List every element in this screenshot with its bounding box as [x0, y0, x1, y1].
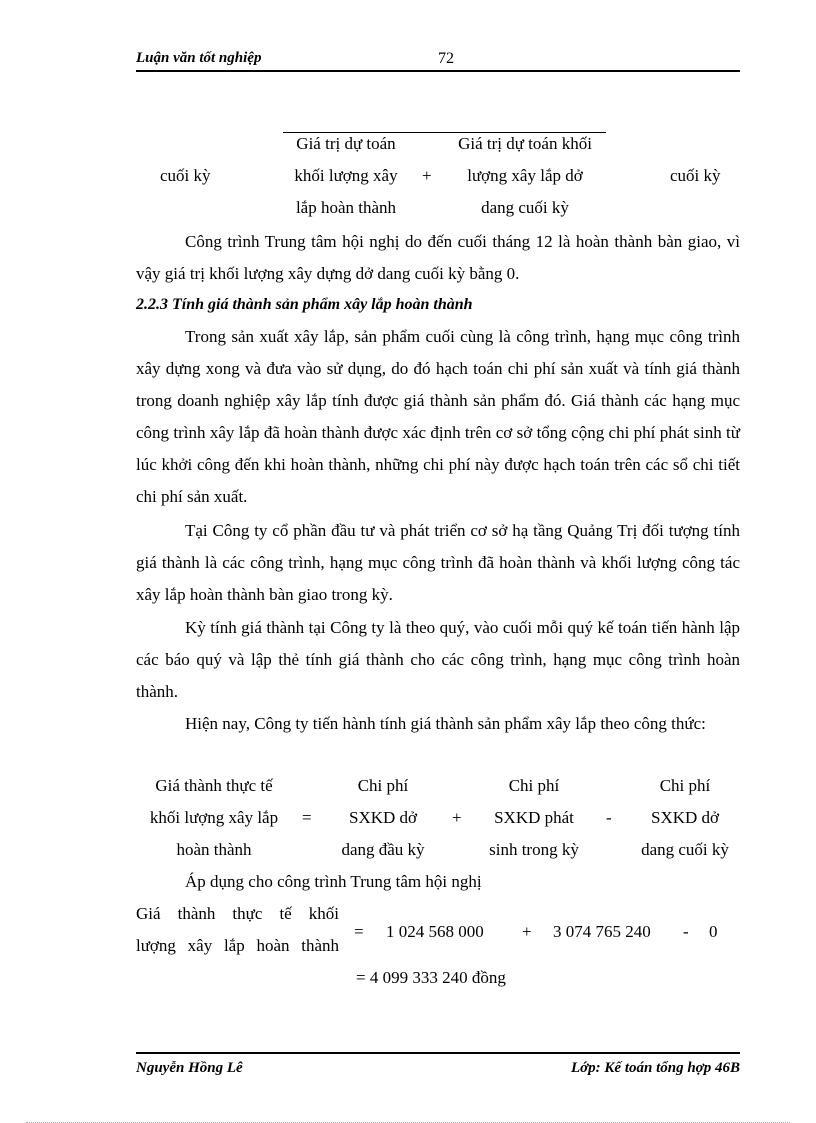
calc-label-line1: Giá thành thực tế khối [136, 904, 339, 923]
calc-value-3: 0 [709, 922, 718, 941]
formula-col3-line3: sinh trong kỳ [489, 840, 579, 859]
top-term1-line1: Giá trị dự toán [296, 134, 396, 153]
calc-value-1: 1 024 568 000 [386, 922, 484, 941]
formula-col2-line3: dang đầu kỳ [341, 840, 425, 859]
footer-author: Nguyễn Hồng Lê [136, 1060, 243, 1076]
paragraph-intro: Công trình Trung tâm hội nghị do đến cuối tháng 12 là hoàn thành bàn giao, vì vậy giá trị khối lượng xây dựng dở dang cuối kỳ bằng 0. [136, 232, 740, 283]
formula-col1-line2: khối lượng xây lắp [149, 808, 279, 827]
calc-equals: = [354, 922, 364, 941]
formula-minus: - [606, 808, 612, 827]
top-term2-line2: lượng xây lắp dở [467, 166, 583, 185]
top-plus-sign: + [422, 166, 432, 185]
page-header [136, 48, 740, 72]
fraction-rule [283, 132, 606, 133]
calc-minus: - [683, 922, 689, 941]
apply-text: Áp dụng cho công trình Trung tâm hội nghị [185, 872, 482, 891]
formula-col2-line2: SXKD dở [348, 808, 418, 827]
top-term1-line2: khối lượng xây [294, 166, 398, 185]
formula-col4-line1: Chi phí [659, 776, 711, 795]
formula-col1-line3: hoàn thành [176, 840, 252, 859]
calc-label-line2: lượng xây lắp hoàn thành [136, 936, 339, 955]
top-formula-left: cuối kỳ [160, 166, 211, 185]
top-formula-right: cuối kỳ [670, 166, 721, 185]
formula-col1-line1: Giá thành thực tế [155, 776, 273, 795]
formula-plus: + [452, 808, 462, 827]
paragraph-4: Hiện nay, Công ty tiến hành tính giá thành sản phẩm xây lắp theo công thức: [185, 714, 706, 733]
calc-plus: + [522, 922, 532, 941]
formula-col4-line2: SXKD dở [650, 808, 720, 827]
paragraph-1: Trong sản xuất xây lắp, sản phẩm cuối cùng là công trình, hạng mục công trình xây dựng xong và đưa vào sử dụng, do đó hạch toán chi phí sản xuất và tính giá thành trong doanh nghiệp xây lắp tính được giá thành sản phẩm đó. Giá thành các hạng mục công trình xây lắp đã hoàn thành được xác định trên cơ sở tổng cộng chi phí phát sinh từ lúc khởi công đến khi hoàn thành, những chi phí này được hạch toán trên các sổ chi tiết chi phí sản xuất. [136, 327, 740, 506]
top-term1-line3: lắp hoàn thành [295, 198, 397, 217]
paragraph-2: Tại Công ty cổ phần đầu tư và phát triển cơ sở hạ tầng Quảng Trị đối tượng tính giá thành là các công trình, hạng mục công trình đã hoàn thành và khối lượng công tác xây lắp hoàn thành bàn giao trong kỳ. [136, 521, 740, 604]
formula-col2-line1: Chi phí [357, 776, 409, 795]
calc-result: = 4 099 333 240 đồng [356, 968, 506, 987]
formula-col4-line3: dang cuối kỳ [641, 840, 729, 859]
calc-value-2: 3 074 765 240 [553, 922, 651, 941]
section-heading: 2.2.3 Tính giá thành sản phẩm xây lắp hoàn thành [136, 296, 473, 313]
page-footer [136, 1052, 740, 1076]
formula-col3-line1: Chi phí [508, 776, 560, 795]
paragraph-3: Kỳ tính giá thành tại Công ty là theo quý, vào cuối mỗi quý kế toán tiến hành lập các báo quý và lập thẻ tính giá thành cho các công trình, hạng mục công trình hoàn thành. [136, 618, 740, 701]
top-term2-line1: Giá trị dự toán khối [458, 134, 592, 153]
page-number: 72 [438, 50, 454, 67]
formula-col3-line2: SXKD phát [494, 808, 574, 827]
header-title: Luận văn tốt nghiệp [136, 50, 262, 66]
formula-equals: = [302, 808, 312, 827]
top-term2-line3: dang cuối kỳ [481, 198, 569, 217]
footer-class: Lớp: Kế toán tổng hợp 46B [570, 1060, 740, 1076]
